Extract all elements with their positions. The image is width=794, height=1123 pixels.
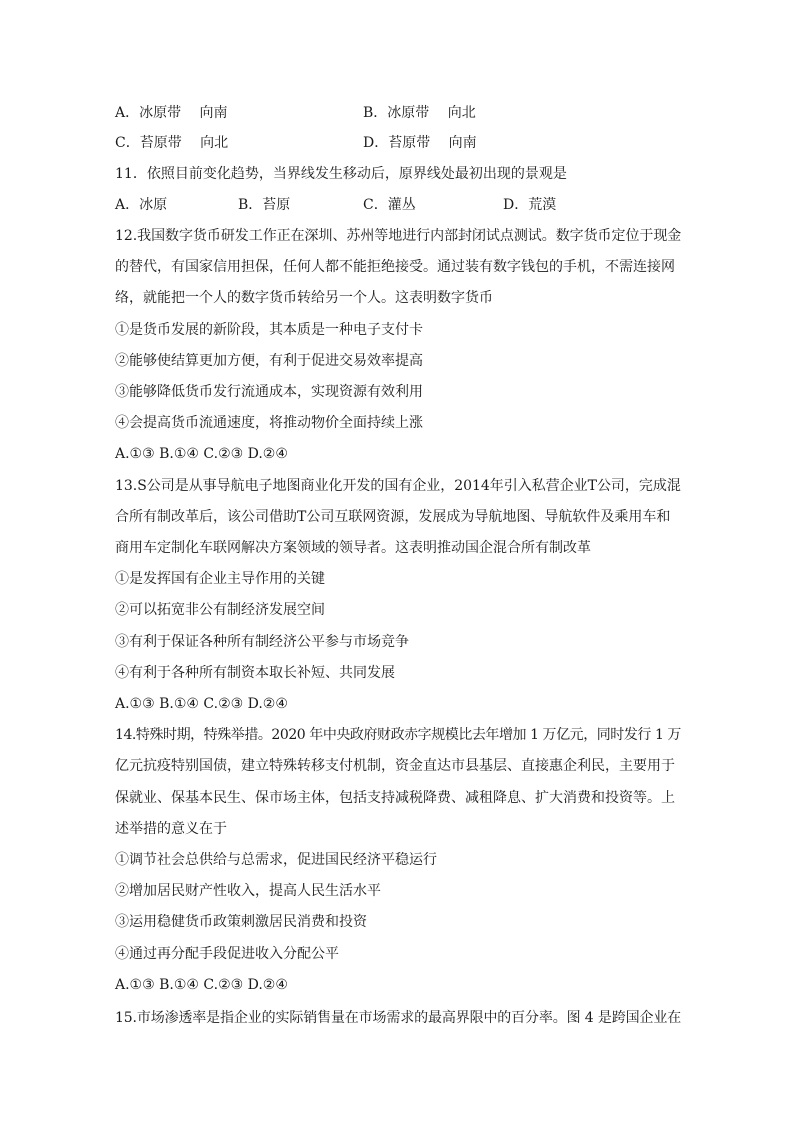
q13-item: ④有利于各种所有制资本取长补短、共同发展 bbox=[115, 665, 395, 681]
q14-stem-line: 述举措的意义在于 bbox=[115, 821, 227, 837]
q10-option-c: C．苔原带 向北 bbox=[115, 135, 229, 151]
q13-item: ③有利于保证各种所有制经济公平参与市场竞争 bbox=[115, 634, 409, 650]
q11-option-a: A．冰原 bbox=[115, 197, 168, 213]
q11-stem: 11．依照目前变化趋势，当界线发生移动后，原界线处最初出现的景观是 bbox=[115, 166, 567, 182]
q14-answer-options: A.①③ B.①④ C.②③ D.②④ bbox=[115, 977, 288, 993]
q12-stem-line: 络，就能把一个人的数字货币转给另一个人。这表明数字货币 bbox=[115, 290, 493, 306]
q10-option-b: B．冰原带 向北 bbox=[363, 105, 476, 121]
q13-stem-line: 合所有制改革后，该公司借助T公司互联网资源，发展成为导航地图、导航软件及乘用车和 bbox=[115, 509, 671, 525]
q11-option-d: D．荒漠 bbox=[503, 197, 557, 213]
q12-stem-line: 的替代，有国家信用担保，任何人都不能拒绝接受。通过装有数字钱包的手机，不需连接网 bbox=[115, 259, 675, 275]
q12-item: ③能够降低货币发行流通成本，实现资源有效利用 bbox=[115, 384, 423, 400]
q12-item: ①是货币发展的新阶段，其本质是一种电子支付卡 bbox=[115, 322, 423, 338]
q13-stem-line: 商用车定制化车联网解决方案领域的领导者。这表明推动国企混合所有制改革 bbox=[115, 540, 591, 556]
q13-answer-options: A.①③ B.①④ C.②③ D.②④ bbox=[115, 696, 288, 712]
q14-item: ②增加居民财产性收入，提高人民生活水平 bbox=[115, 883, 381, 899]
q11-option-c: C．灌丛 bbox=[363, 197, 416, 213]
q14-item: ①调节社会总供给与总需求，促进国民经济平稳运行 bbox=[115, 852, 437, 868]
q12-stem-line: 12.我国数字货币研发工作正在深圳、苏州等地进行内部封闭试点测试。数字货币定位于现金 bbox=[115, 228, 682, 244]
q11-option-b: B．苔原 bbox=[238, 197, 291, 213]
q10-option-d: D．苔原带 向南 bbox=[363, 135, 477, 151]
q14-item: ④通过再分配手段促进收入分配公平 bbox=[115, 946, 339, 962]
q14-stem-line: 保就业、保基本民生、保市场主体，包括支持减税降费、减租降息、扩大消费和投资等。上 bbox=[115, 790, 675, 806]
q12-item: ②能够使结算更加方便，有利于促进交易效率提高 bbox=[115, 353, 423, 369]
q12-answer-options: A.①③ B.①④ C.②③ D.②④ bbox=[115, 446, 288, 462]
q13-item: ①是发挥国有企业主导作用的关键 bbox=[115, 571, 325, 587]
q12-item: ④会提高货币流通速度，将推动物价全面持续上涨 bbox=[115, 415, 423, 431]
q14-item: ③运用稳健货币政策刺激居民消费和投资 bbox=[115, 914, 367, 930]
q10-option-a: A．冰原带 向南 bbox=[115, 105, 228, 121]
q13-item: ②可以拓宽非公有制经济发展空间 bbox=[115, 602, 325, 618]
q13-stem-line: 13.S公司是从事导航电子地图商业化开发的国有企业，2014年引入私营企业T公司，完成混 bbox=[115, 478, 681, 494]
q15-stem-line: 15.市场渗透率是指企业的实际销售量在市场需求的最高界限中的百分率。图 4 是跨国企业在 bbox=[115, 1010, 682, 1026]
q14-stem-line: 亿元抗疫特别国债，建立特殊转移支付机制，资金直达市县基层、直接惠企利民，主要用于 bbox=[115, 758, 675, 774]
q14-stem-line: 14.特殊时期，特殊举措。2020 年中央政府财政赤字规模比去年增加 1 万亿元，同时发行 1 万 bbox=[115, 727, 681, 743]
